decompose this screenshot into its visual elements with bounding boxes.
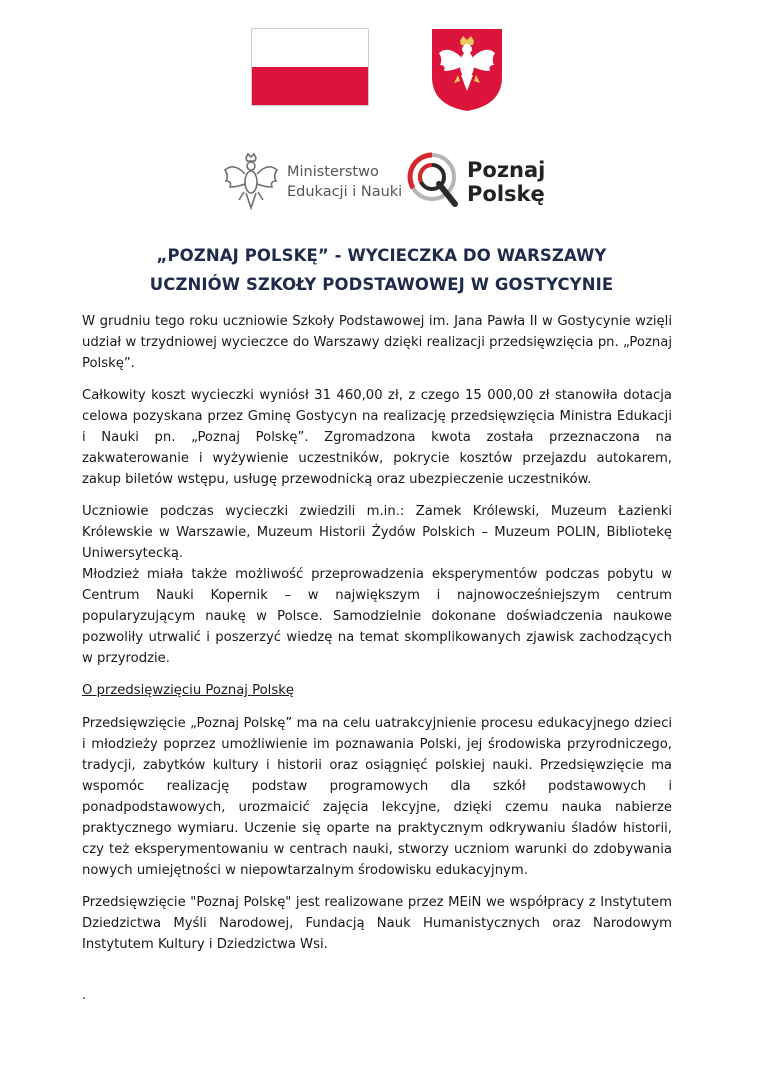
document-title-line2: UCZNIÓW SZKOŁY PODSTAWOWEJ W GOSTYCYNIE <box>149 275 614 294</box>
poznaj-polske-magnifier-icon <box>405 150 461 210</box>
ministry-eagle-icon <box>222 150 280 212</box>
paragraph-partners: Przedsięwzięcie "Poznaj Polskę" jest realizowane przez MEiN we współpracy z Instytutem Dziedzictwa Myśli Narodowej, Fundacją Nauk Humanistycznych oraz Narodowym Instytutem Kultury i Dziedzictwa Wsi. <box>82 895 672 952</box>
section-heading-about: O przedsięwzięciu Poznaj Polskę <box>82 683 294 698</box>
polish-flag-icon <box>251 28 369 106</box>
footer-dot: . <box>82 988 87 1003</box>
paragraph-experiments: Młodzież miała także możliwość przeprowadzenia eksperymentów podczas pobytu w Centrum Nauki Kopernik – w największym i najnowocześniejszym centrum popularyzującym naukę w Polsce. Samodzielnie dokonane doświadczenia naukowe pozwoliły utrwalić i poszerzyć wiedzę na temat skomplikowanych zjawisk zachodzących w przyrodzie. <box>82 567 672 666</box>
paragraph-visited-part1: Uczniowie podczas wycieczki zwiedzili m.in.: Zamek Królewski, Muzeum Łazienki Królewskie w Warszawie, Muzeum Historii Żydów Polskich – Muzeum POLIN, Bibliotekę Uniwersytecką. <box>82 504 672 561</box>
ministry-logo-text <box>287 162 402 202</box>
paragraph-about: Przedsięwzięcie „Poznaj Polskę” ma na celu uatrakcyjnienie procesu edukacyjnego dzieci i młodzieży poprzez umożliwienie im poznawania Polski, jej środowiska przyrodniczego, tradycji, zabytków kultury i historii oraz osiągnięć polskiej nauki. Przedsięwzięcie ma wspomóc realizację podstaw programowych dla szkół podstawowych i ponadpodstawowych, urozmaicić zajęcia lekcyjne, dzięki czemu nauka nabierze praktycznego wymiaru. Uczenie się oparte na praktycznym odkrywaniu śladów historii, czy też eksperymentowaniu w centrach nauki, stworzy uczniom warunki do zdobywania nowych umiejętności w niepowtarzalnym środowisku edukacyjnym. <box>82 716 672 878</box>
paragraph-visited <box>82 501 672 564</box>
poznaj-logo-line1: Poznaj <box>467 158 546 182</box>
article-body <box>82 311 672 966</box>
paragraph-intro: W grudniu tego roku uczniowie Szkoły Podstawowej im. Jana Pawła II w Gostycynie wzięli udział w trzydniowej wycieczce do Warszawy dzięki realizacji przedsięwzięcia pn. „Poznaj Polskę”. <box>82 314 672 371</box>
polish-coat-of-arms-icon <box>430 27 504 112</box>
ministry-logo-line2: Edukacji i Nauki <box>287 184 403 200</box>
ministry-logo-line1: Ministerstwo <box>287 164 379 180</box>
poznaj-logo-line2: Polskę <box>467 182 545 206</box>
document-title-line1: „POZNAJ POLSKĘ” - WYCIECZKA DO WARSZAWY <box>156 246 607 265</box>
paragraph-cost: Całkowity koszt wycieczki wyniósł 31 460,00 zł, z czego 15 000,00 zł stanowiła dotacja celowa pozyskana przez Gminę Gostycyn na realizację przedsięwzięcia Ministra Edukacji i Nauki pn. „Poznaj Polskę”. Zgromadzona kwota została przeznaczona na zakwaterowanie i wyżywienie uczestników, pokrycie kosztów przejazdu autokarem, zakup biletów wstępu, usługę przewodnicką oraz ubezpieczenie uczestników. <box>82 388 672 487</box>
poznaj-polske-logo-text <box>467 158 545 206</box>
